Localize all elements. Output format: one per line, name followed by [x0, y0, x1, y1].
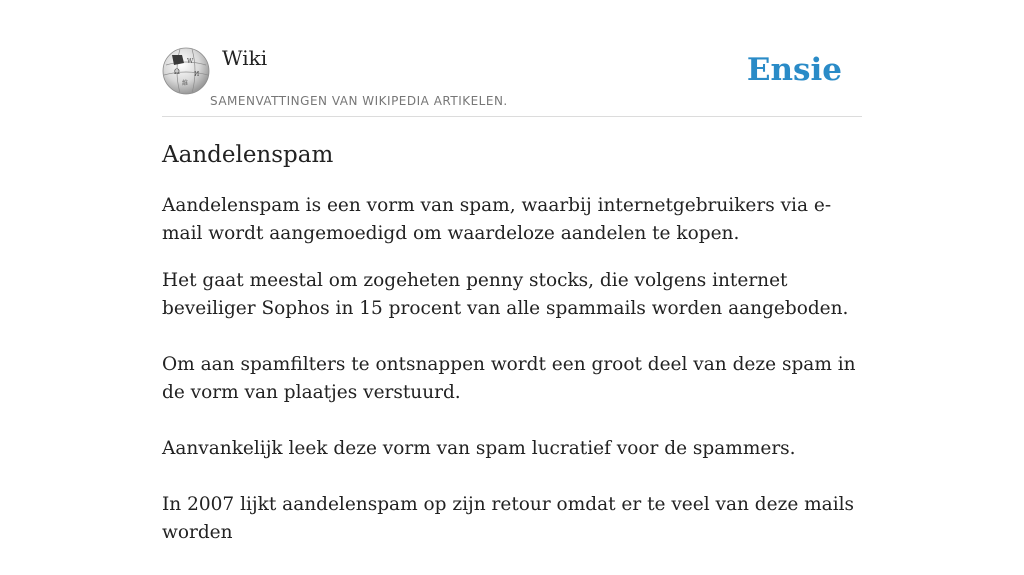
page: [162, 0, 862, 543]
article-paragraph: In 2007 lijkt aandelenspam op zijn retour omdat er te veel van deze mails worden: [162, 494, 855, 543]
svg-text:W: W: [187, 58, 194, 65]
article-paragraph: Het gaat meestal om zogeheten penny stocks, die volgens internet beveiliger Sophos in 15 procent van alle spammails worden aangeboden.: [162, 270, 849, 319]
site-header: [162, 0, 862, 117]
brand-logo[interactable]: Ensie: [746, 52, 842, 88]
svg-text:維: 維: [182, 80, 189, 87]
wikipedia-globe-icon[interactable]: [162, 47, 210, 95]
article-body: [162, 192, 862, 575]
svg-text:Ω: Ω: [174, 68, 180, 76]
svg-text:И: И: [194, 71, 200, 78]
site-name[interactable]: Wiki: [222, 46, 268, 70]
article-paragraph: Om aan spamfilters te ontsnappen wordt een groot deel van deze spam in de vorm van plaatjes verstuurd.: [162, 354, 856, 403]
article-paragraph: Aandelenspam is een vorm van spam, waarbij internetgebruikers via e-mail wordt aangemoedigd om waardeloze aandelen te kopen.: [162, 195, 832, 244]
article-paragraph: Aanvankelijk leek deze vorm van spam lucratief voor de spammers.: [162, 438, 796, 459]
site-tagline: SAMENVATTINGEN VAN WIKIPEDIA ARTIKELEN.: [210, 94, 508, 108]
article-title: Aandelenspam: [162, 142, 334, 168]
